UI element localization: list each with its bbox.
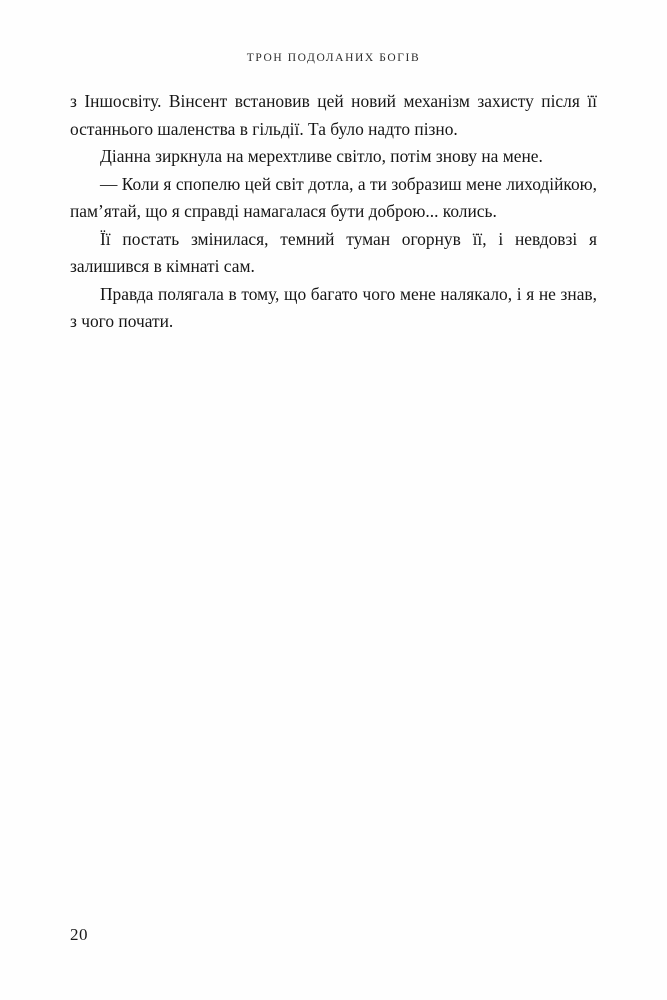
page-number: 20 (70, 925, 88, 944)
paragraph: Її постать змінилася, темний туман огорнув її, і невдовзі я залишився в кімнаті сам. (70, 228, 597, 276)
paragraph: Правда полягала в тому, що багато чого мене налякало, і я не знав, з чого почати. (70, 283, 597, 331)
body-text (70, 88, 597, 336)
paragraph: Діанна зиркнула на мерехтливе світло, потім знову на мене. (100, 146, 543, 166)
running-head: ТРОН ПОДОЛАНИХ БОГІВ (246, 52, 421, 64)
paragraph: — Коли я спопелю цей світ дотла, а ти зобразиш мене лиходійкою, пам’ятай, що я справді намагалася бути доброю... колись. (70, 173, 597, 221)
paragraph: з Іншосвіту. Вінсент встановив цей новий механізм захисту після її останнього шаленства в гільдії. Та було надто пізно. (70, 91, 597, 139)
